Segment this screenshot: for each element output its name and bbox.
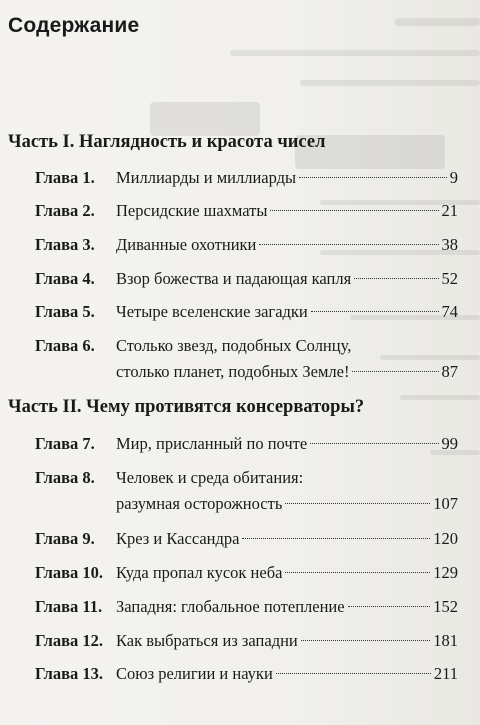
chapter-label: Глава 6. [35, 336, 95, 355]
page-number: 181 [433, 631, 458, 650]
chapter-label: Глава 12. [35, 631, 104, 650]
chapter-title: Как выбраться из западни [116, 631, 298, 650]
part-title: Часть I. Наглядность и красота чисел [8, 132, 326, 152]
chapter-label: Глава 13. [35, 664, 104, 683]
chapter-title: Столько звезд, подобных Солнцу, [116, 336, 352, 355]
chapter-title: Союз религии и науки [116, 664, 273, 683]
chapter-label: Глава 3. [35, 235, 95, 254]
dot-leader [354, 278, 438, 279]
page-number: 52 [441, 269, 458, 288]
page-number: 129 [433, 563, 458, 582]
chapter-label: Глава 9. [35, 529, 95, 548]
chapter-title: Человек и среда обитания: [116, 468, 304, 487]
chapter-label: Глава 1. [35, 168, 95, 187]
chapter-title: Миллиарды и миллиарды [116, 168, 297, 187]
dot-leader [311, 311, 439, 312]
dot-leader [299, 177, 447, 178]
chapter-title: Взор божества и падающая капля [116, 269, 352, 288]
part-title: Часть II. Чему противятся консерваторы? [8, 397, 365, 417]
page-number: 152 [433, 597, 458, 616]
page-number: 99 [441, 434, 458, 453]
dot-leader [285, 572, 430, 573]
chapter-title: Мир, присланный по почте [116, 434, 308, 453]
page-number: 21 [441, 201, 458, 220]
page-number: 107 [433, 494, 458, 513]
chapter-title: Четыре вселенские загадки [116, 302, 308, 321]
page-number: 87 [441, 362, 458, 381]
chapter-title: Западня: глобальное потепление [116, 597, 345, 616]
chapter-label: Глава 7. [35, 434, 95, 453]
page-number: 38 [441, 235, 458, 254]
toc-heading: Содержание [8, 14, 140, 37]
chapter-label: Глава 8. [35, 468, 95, 487]
chapter-title: разумная осторожность [116, 494, 283, 513]
dot-leader [285, 503, 430, 504]
dot-leader [242, 538, 430, 539]
page-number: 120 [433, 529, 458, 548]
dot-leader [310, 443, 438, 444]
chapter-label: Глава 4. [35, 269, 95, 288]
page-number: 74 [441, 302, 458, 321]
chapter-label: Глава 10. [35, 563, 104, 582]
dot-leader [348, 606, 431, 607]
chapter-label: Глава 5. [35, 302, 95, 321]
chapter-title: Крез и Кассандра [116, 529, 240, 548]
chapter-label: Глава 11. [35, 597, 103, 616]
page-number: 9 [449, 168, 458, 187]
dot-leader [259, 244, 438, 245]
page-number: 211 [433, 664, 458, 683]
chapter-title: Диванные охотники [116, 235, 257, 254]
dot-leader [301, 640, 431, 641]
chapter-title: Куда пропал кусок неба [116, 563, 283, 582]
chapter-label: Глава 2. [35, 201, 95, 220]
dot-leader [270, 210, 438, 211]
dot-leader [352, 371, 438, 372]
chapter-title: столько планет, подобных Земле! [116, 362, 350, 381]
dot-leader [276, 673, 431, 674]
chapter-title: Персидские шахматы [116, 201, 268, 220]
